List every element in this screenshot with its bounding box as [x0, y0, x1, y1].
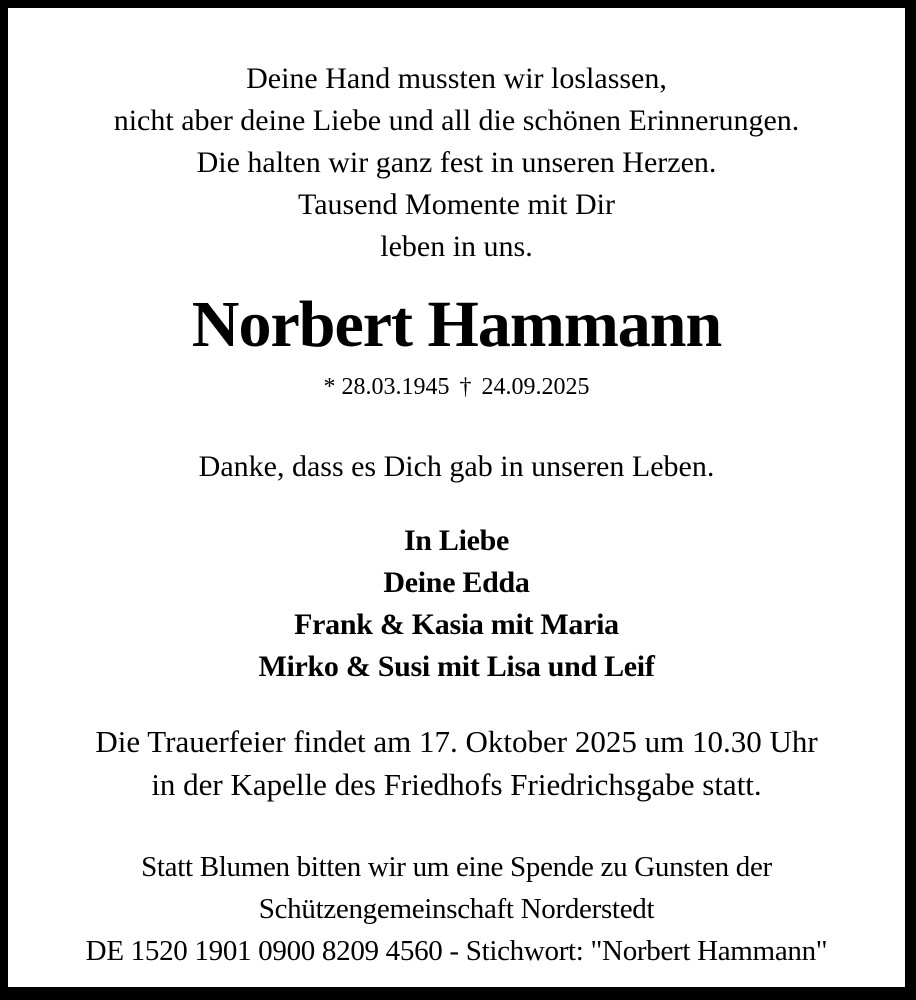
service-line-1: Die Trauerfeier findet am 17. Oktober 2025 um 10.30 Uhr [95, 724, 818, 759]
obituary-notice [8, 8, 905, 987]
family-line-4: Mirko & Susi mit Lisa und Leif [258, 650, 655, 683]
family-line-1: In Liebe [403, 524, 510, 557]
donation-line-2: Schützengemeinschaft Norderstedt [258, 893, 655, 925]
service-line-2: in der Kapelle des Friedhofs Friedrichsgabe statt. [151, 767, 762, 802]
thanks-line: Danke, dass es Dich gab in unseren Leben. [198, 450, 715, 483]
verse-line-4: Tausend Momente mit Dir [297, 188, 615, 221]
family-line-3: Frank & Kasia mit Maria [294, 608, 619, 641]
donation-line-1: Statt Blumen bitten wir um eine Spende zu Gunsten der [141, 851, 772, 883]
donation-info [8, 846, 905, 972]
birth-date: 28.03.1945 [341, 374, 450, 400]
verse-line-1: Deine Hand mussten wir loslassen, [246, 62, 667, 95]
obituary-content [8, 8, 905, 972]
funeral-service-info [8, 720, 905, 806]
mourning-family [8, 520, 905, 688]
family-line-2: Deine Edda [383, 566, 530, 599]
death-date: 24.09.2025 [481, 374, 590, 400]
birth-symbol: * [323, 374, 336, 400]
verse-line-2: nicht aber deine Liebe und all die schönen Erinnerungen. [113, 104, 800, 137]
deceased-name: Norbert Hammann [191, 288, 722, 361]
verse-line-3: Die halten wir ganz fest in unseren Herzen. [196, 146, 717, 179]
donation-line-3: DE 1520 1901 0900 8209 4560 - Stichwort: "Norbert Hammann" [85, 935, 828, 967]
life-dates [8, 372, 905, 402]
memorial-verse [8, 58, 905, 268]
death-symbol: † [459, 374, 472, 400]
verse-line-5: leben in uns. [380, 230, 533, 263]
